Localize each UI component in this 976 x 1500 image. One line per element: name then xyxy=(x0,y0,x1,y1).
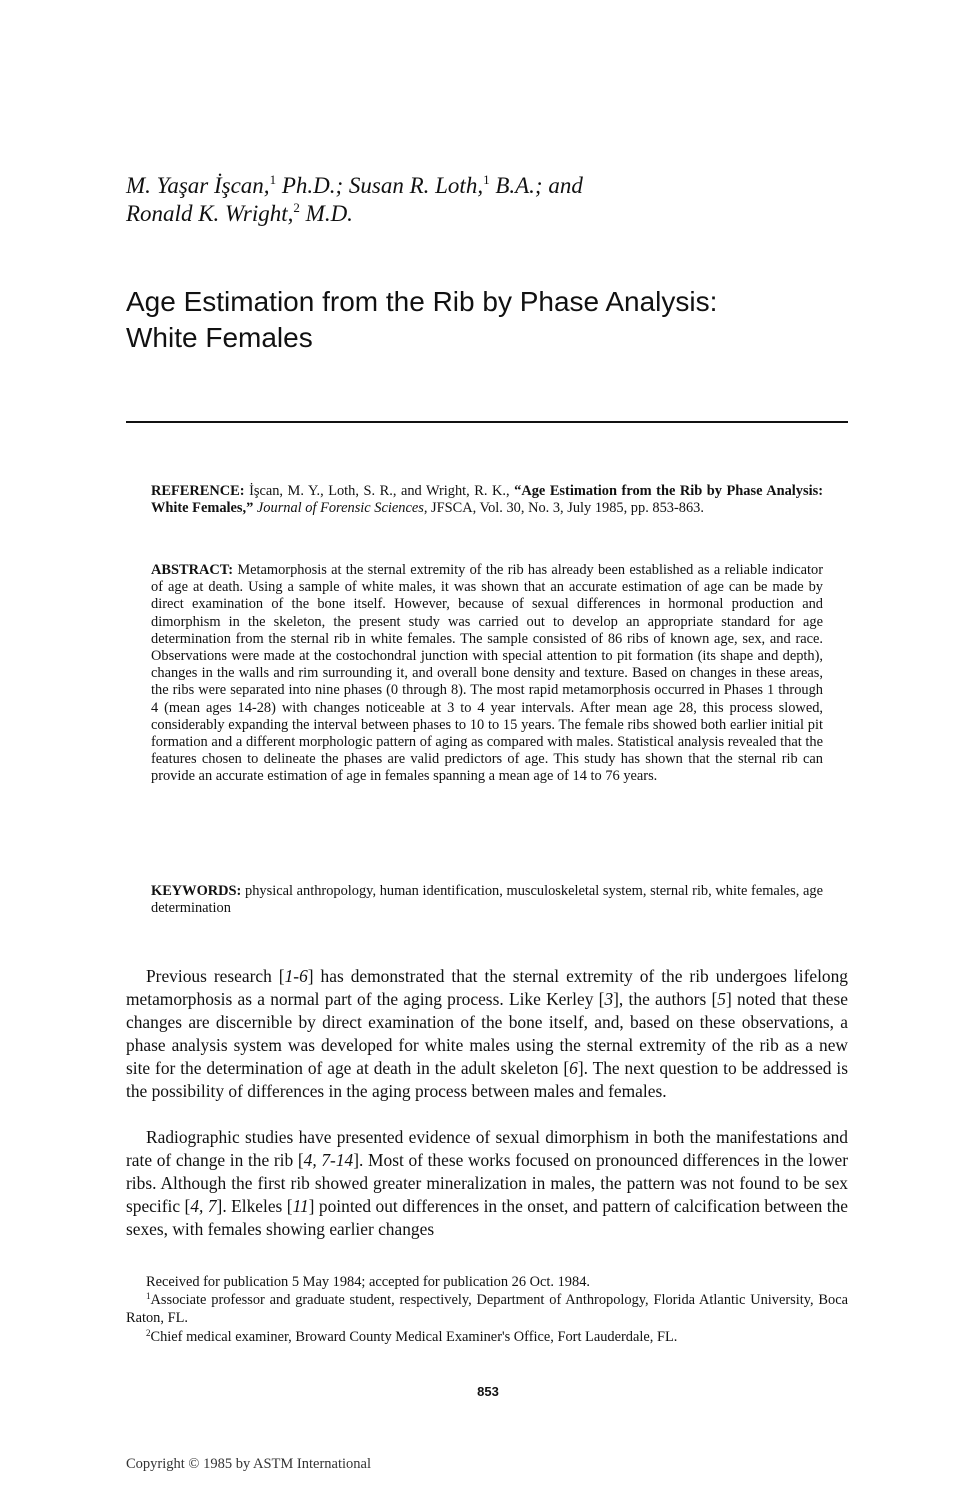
affiliation-mark: 2 xyxy=(293,200,300,215)
abstract-text: Metamorphosis at the sternal extremity of the rib has already been established as a reliable indicator of age at death. Using a sample of white males, it was shown that an accurate estimation of age can be made by direct examination of the bone itself. However, because of sexual differences in hormonal production and dimorphism in the skeleton, the present study was carried out to develop an appropriate standard for age determination from the sternal rib in white females. The sample consisted of 86 ribs of known age, sex, and race. Observations were made at the costochondral junction with special attention to pit formation (its shape and depth), changes in the walls and rim surrounding it, and overall bone density and texture. Based on changes in these areas, the ribs were separated into nine phases (0 through 8). The most rapid metamorphosis occurred in Phases 1 through 4 (mean ages 14-28) with changes noticeable at 3 to 4 year intervals. After mean age 28, this process slowed, considerably expanding the interval between phases to 10 to 15 years. The female ribs showed both earlier initial pit formation and a different morphologic pattern of aging as compared with males. Statistical analysis revealed that the features chosen to delineate the phases are valid predictors of age. This study has shown that the sternal rib can provide an accurate estimation of age in females spanning a mean age of 14 to 76 years. xyxy=(151,562,823,785)
footnote-text: Associate professor and graduate student, respectively, Department of Anthropology, Florida Atlantic University, Boca Raton, FL. xyxy=(126,1292,848,1326)
body-text: ] noted that these changes are discernible by direct examination of the bone itself, and, based on these observations, a phase analysis system was developed for white males using the sternal extremity of the rib as a new site for the determination of age at death in the adult skeleton [ xyxy=(126,989,849,1078)
citation: 5 xyxy=(717,989,726,1009)
body-paragraph xyxy=(126,1126,848,1241)
keywords-block xyxy=(151,883,823,917)
author-3-name: Ronald K. Wright, xyxy=(126,201,294,226)
body-text: ] pointed out differences in the onset, and pattern of calcification between the sexes, with females showing earlier changes xyxy=(126,1196,849,1239)
body-text: Radiographic studies have presented evidence of sexual dimorphism in both the manifestations and rate of change in the rib [ xyxy=(126,1127,848,1170)
footnote-text: Chief medical examiner, Broward County Medical Examiner's Office, Fort Lauderdale, FL. xyxy=(150,1329,678,1345)
citation: 3 xyxy=(604,989,614,1009)
body-text: Previous research [ xyxy=(146,966,285,986)
body-paragraph xyxy=(126,965,848,1103)
footnote-mark: 1 xyxy=(146,1291,151,1301)
author-list xyxy=(126,172,846,228)
article-title xyxy=(126,284,846,356)
reference-label: REFERENCE: xyxy=(151,483,245,499)
body-text: ] has demonstrated that the sternal extremity of the rib undergoes lifelong metamorphosis as a normal part of the aging process. Like Kerley [ xyxy=(126,966,848,1009)
title-divider xyxy=(126,421,848,423)
citation: 1-6 xyxy=(284,966,308,986)
footnote-mark: 2 xyxy=(146,1328,151,1338)
reference-block xyxy=(151,483,823,517)
footnote-2 xyxy=(126,1328,848,1346)
body-text: ], the authors [ xyxy=(613,989,718,1009)
keywords-text: physical anthropology, human identification, musculoskeletal system, sternal rib, white females, age determination xyxy=(151,883,823,917)
reference-details: , JFSCA, Vol. 30, No. 3, July 1985, pp. 853-863. xyxy=(423,500,704,517)
author-1-name: M. Yaşar İşcan, xyxy=(126,173,270,198)
reference-authors: İşcan, M. Y., Loth, S. R., and Wright, R. K., xyxy=(244,483,515,499)
citation: 4, 7-14 xyxy=(303,1150,354,1170)
citation: 11 xyxy=(292,1196,309,1216)
footnote-received: Received for publication 5 May 1984; accepted for publication 26 Oct. 1984. xyxy=(146,1274,590,1290)
body-text: ]. The next question to be addressed is the possibility of differences in the aging process between males and females. xyxy=(126,1058,848,1101)
footnote-1 xyxy=(126,1291,848,1327)
title-line-2: White Females xyxy=(126,322,313,353)
abstract-label: ABSTRACT: xyxy=(151,562,234,578)
author-3-degree: M.D. xyxy=(299,201,353,226)
citation: 6 xyxy=(569,1058,578,1078)
reference-article-title: “Age Estimation from the Rib by Phase Analysis: White Females,” xyxy=(151,483,823,517)
keywords-label: KEYWORDS: xyxy=(151,883,242,899)
body-text: ]. Most of these works focused on pronounced differences in the lower ribs. Although the first rib showed greater mineralization in males, the pattern was not found to be sex specific [ xyxy=(126,1150,848,1216)
author-line-2 xyxy=(126,200,846,228)
affiliation-mark: 1 xyxy=(483,172,490,187)
abstract-block xyxy=(151,562,823,786)
author-line-1 xyxy=(126,172,846,200)
copyright-notice: Copyright © 1985 by ASTM International xyxy=(126,1456,372,1472)
citation: 4, 7 xyxy=(190,1196,217,1216)
body-text: ]. Elkeles [ xyxy=(216,1196,293,1216)
author-1-degree-and-author-2: Ph.D.; Susan R. Loth, xyxy=(276,173,484,198)
author-2-degree: B.A.; and xyxy=(489,173,583,198)
reference-journal: Journal of Forensic Sciences xyxy=(253,500,424,517)
affiliation-mark: 1 xyxy=(269,172,277,187)
page-number: 853 xyxy=(477,1384,499,1399)
title-line-1: Age Estimation from the Rib by Phase Analysis: xyxy=(126,286,718,317)
